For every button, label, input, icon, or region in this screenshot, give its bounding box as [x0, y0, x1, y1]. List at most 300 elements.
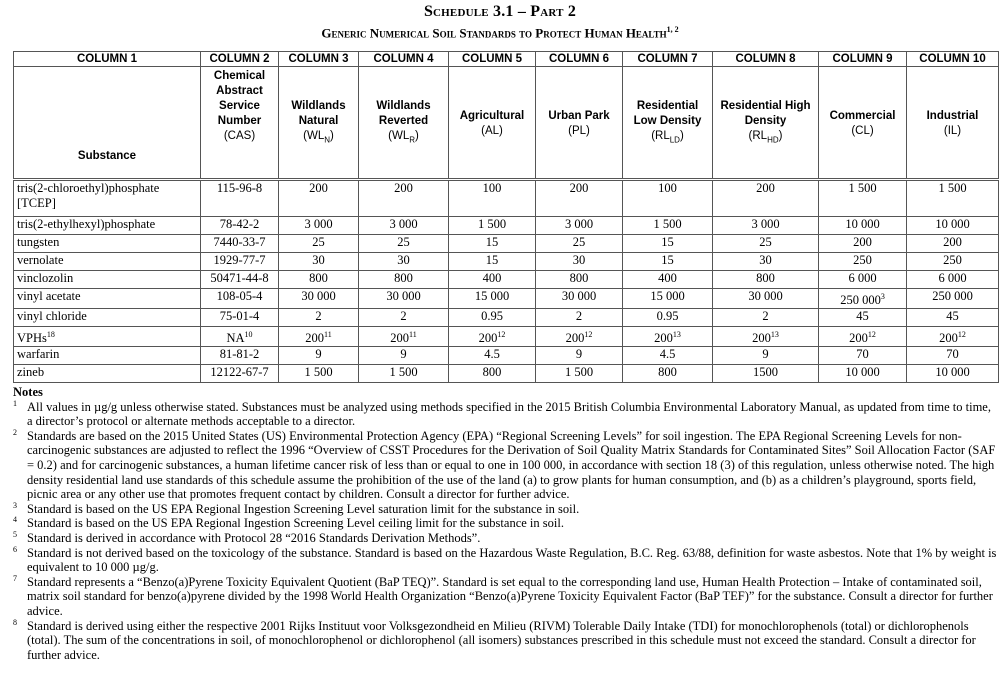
standard-value-cell	[359, 235, 449, 253]
standard-value-cell-text: 30	[312, 253, 325, 267]
standard-value-cell-text: 200	[565, 331, 585, 346]
standard-value-cell-text: 15	[661, 253, 674, 267]
standard-value-cell	[449, 289, 536, 309]
standard-value-cell	[279, 309, 359, 327]
standard-value-cell-text: 800	[756, 271, 775, 285]
standard-value-cell	[623, 180, 713, 217]
standard-value-cell	[359, 347, 449, 365]
cas-cell-text: 50471-44-8	[210, 271, 269, 285]
column-number-5: COLUMN 5	[449, 52, 536, 67]
footnote-ref: 11	[409, 330, 417, 340]
standard-value-cell-text: 25	[572, 235, 586, 249]
note-item	[13, 429, 998, 502]
column-header-abbr: $(RL_{LD})$	[651, 130, 684, 145]
column-header-abbr	[203, 129, 276, 144]
standard-value-cell	[359, 217, 449, 235]
standard-value-cell	[819, 235, 907, 253]
standard-value-cell-text: 800	[482, 365, 502, 380]
column-header-name: Agricultural	[459, 109, 525, 122]
standard-value-cell-text: 1 500	[848, 181, 877, 195]
footnote-ref: 12	[584, 330, 593, 340]
standard-value-cell	[907, 271, 999, 289]
standard-value-cell-text: 9	[575, 347, 583, 362]
column-header-8	[713, 67, 819, 180]
standard-value-cell-text: 9	[762, 347, 769, 362]
standard-value-cell	[536, 217, 623, 235]
abbr-text: (RL	[748, 130, 768, 143]
column-header-10	[907, 67, 999, 180]
standard-value-cell	[449, 347, 536, 365]
standard-value-cell-text: 10 000	[935, 217, 970, 231]
standard-value-cell-text: 15 000	[650, 289, 685, 303]
standard-value-cell	[907, 309, 999, 327]
standard-value-cell	[449, 327, 536, 347]
column-header-name: Commercial	[829, 109, 896, 122]
footnote-ref: 12	[497, 330, 506, 340]
abbr-text: (IL)	[943, 124, 962, 137]
note-text: Standard is derived using either the respective 2001 Rijks Instituut voor Volksgezondheid en Milieu (RIVM) Tolerable Daily Intake (TDI) for monochlorophenols (total) or dichlorophenols (total). The sum of the concentrations in soil, of monochlorophenol or dichlorophenol (all isomers) substances prescribed in this schedule must not exceed the standard. Consult a director for further advice.	[27, 618, 976, 662]
note-number: 6	[13, 544, 17, 554]
substance-cell	[14, 217, 201, 235]
cas-cell	[201, 253, 279, 271]
standard-value-cell-text: 30 000	[748, 289, 783, 303]
standard-value-cell	[279, 289, 359, 309]
standard-value-cell	[536, 309, 623, 327]
column-number-row	[14, 52, 999, 67]
standard-value-cell-text: 200	[305, 331, 325, 346]
cas-cell	[201, 271, 279, 289]
standard-value-cell-text: 1 500	[304, 365, 333, 380]
standard-value-cell-text: 15	[485, 253, 499, 267]
column-header-5	[449, 67, 536, 180]
table-row	[14, 271, 999, 289]
standard-value-cell-text: 1 500	[653, 217, 682, 231]
standard-value-cell	[907, 289, 999, 309]
standard-value-cell-text: 200	[939, 331, 958, 346]
note-text: Standard is based on the US EPA Regional Ingestion Screening Level ceiling limit for the substance in soil.	[27, 516, 564, 531]
column-header-name: Substance	[77, 150, 137, 162]
column-header-3	[279, 67, 359, 180]
standard-value-cell	[819, 253, 907, 271]
table-row	[14, 365, 999, 383]
column-number-2: COLUMN 2	[201, 52, 279, 67]
standard-value-cell	[449, 253, 536, 271]
column-header-name: Chemical Abstract Service Number	[213, 70, 266, 127]
standard-value-cell	[279, 235, 359, 253]
cas-cell-text: NA	[226, 331, 245, 346]
table-row	[14, 253, 999, 271]
standard-value-cell-text: 3 000	[564, 217, 594, 231]
column-header-abbr	[909, 124, 996, 139]
note-item	[13, 619, 998, 663]
standard-value-cell	[623, 289, 713, 309]
footnote-ref: 13	[672, 330, 681, 340]
table-row	[14, 217, 999, 235]
column-number-10: COLUMN 10	[907, 52, 999, 67]
standard-value-cell-text: 250 000	[932, 289, 973, 303]
note-item	[13, 502, 998, 517]
standard-value-cell	[713, 180, 819, 217]
standard-value-cell-text: 100	[482, 181, 502, 195]
footnote-ref: 13	[770, 330, 779, 340]
standard-value-cell-text: 30	[759, 253, 772, 267]
standard-value-cell-text: 10 000	[935, 365, 970, 380]
standard-value-cell-text: 1 500	[389, 365, 418, 380]
standard-value-cell	[359, 253, 449, 271]
standard-value-cell	[907, 365, 999, 383]
subtitle-text: Generic Numerical Soil Standards to Protect Human Health	[321, 25, 667, 41]
standard-value-cell	[713, 271, 819, 289]
column-header-abbr	[821, 124, 904, 139]
standard-value-cell	[449, 217, 536, 235]
standard-value-cell	[359, 271, 449, 289]
notes-list	[13, 400, 998, 663]
standard-value-cell-text: 250	[943, 253, 962, 267]
standard-value-cell	[449, 180, 536, 217]
cas-cell	[201, 347, 279, 365]
note-text: Standards are based on the 2015 United States (US) Environmental Protection Agency (EPA) “Regional Screening Levels” for soil ingestion. The EPA Regional Screening Levels for non-carcinogenic substances are adjusted to reflect the 1996 “Overview of CSST Procedures for the Derivation of Soil Quality Matrix Standards for Contaminated Sites” Soil Allocation Factor (SAF = 0.2) and for carcinogenic substances, a human lifetime cancer risk of less than or equal to one in 100 000, in accordance with section 18 (3) of this regulation, unless otherwise noted. The high density residential land use standards of this schedule assume the prohibition of the use of the land (a) to grow plants for human consumption, and (b) as a children’s playground, sports field, picnic area or any other use that promotes frequent contact by children. Consult a director for further advice.	[27, 428, 996, 502]
standard-value-cell-text: 250	[853, 253, 872, 267]
standard-value-cell-text: 800	[658, 365, 677, 380]
standard-value-cell	[279, 180, 359, 217]
column-header-abbr	[538, 124, 620, 139]
substance-cell-text: vinyl chloride	[17, 309, 87, 324]
abbr-text: (CL)	[851, 124, 874, 137]
standard-value-cell-text: 9	[400, 347, 407, 362]
standard-value-cell-text: 4.5	[659, 347, 676, 362]
standard-value-cell	[449, 271, 536, 289]
substance-cell-text: tungsten	[17, 235, 60, 249]
standard-value-cell	[819, 365, 907, 383]
standard-value-cell	[713, 309, 819, 327]
table-row	[14, 180, 999, 217]
note-item	[13, 531, 998, 546]
note-text: Standard is derived in accordance with Protocol 28 “2016 Standards Derivation Methods”.	[27, 530, 481, 545]
table-body	[14, 180, 999, 383]
standard-value-cell-text: 25	[397, 235, 410, 249]
standard-value-cell	[907, 235, 999, 253]
note-text: Standard represents a “Benzo(a)Pyrene Toxicity Equivalent Quotient (BaP TEQ)”. Standard is set equal to the corresponding land use, Human Health Protection – Intake of contaminated soil, matrix soil standard for benzo(a)pyrene divided by the 1998 World Health Organization “Benzo(a)Pyrene Toxicity Equivalent Factor (BaP TEF)” for the substance. Consult a director for further advice.	[27, 574, 993, 618]
note-item	[13, 516, 998, 531]
note-number: 5	[13, 529, 17, 539]
standard-value-cell-text: 200	[756, 181, 775, 195]
abbr-text: (PL)	[568, 124, 590, 137]
footnote-ref: 3	[880, 292, 885, 301]
standard-value-cell	[359, 365, 449, 383]
cas-cell-text: 108-05-4	[216, 289, 263, 303]
note-text: All values in µg/g unless otherwise stated. Substances must be analyzed using methods specified in the 2015 British Columbia Environmental Laboratory Manual, as updated from time to time, a director’s protocol or alternate methods acceptable to a director.	[27, 399, 991, 429]
standard-value-cell	[907, 217, 999, 235]
standard-value-cell-text: 10 000	[845, 365, 880, 380]
standard-value-cell	[713, 289, 819, 309]
cas-cell-text: 81-81-2	[219, 347, 260, 362]
note-item	[13, 546, 998, 575]
abbr-text: (AL)	[481, 124, 503, 137]
abbr-text: (RL	[651, 130, 670, 143]
standard-value-cell	[536, 271, 623, 289]
standard-value-cell	[819, 309, 907, 327]
abbr-subscript: N	[324, 135, 331, 145]
substance-cell-text: vernolate	[17, 253, 64, 267]
substance-cell	[14, 289, 201, 309]
standard-value-cell-text: 800	[309, 271, 328, 285]
standard-value-cell-text: 25	[759, 235, 772, 249]
column-header-name: Wildlands Reverted	[376, 100, 431, 128]
standard-value-cell-text: 200	[390, 331, 410, 346]
standard-value-cell-text: 2	[315, 309, 322, 324]
abbr-text: (CAS)	[223, 130, 256, 142]
standard-value-cell	[359, 180, 449, 217]
standard-value-cell-text: 30	[572, 253, 586, 267]
column-header-7	[623, 67, 713, 180]
standard-value-cell-text: 30 000	[301, 289, 336, 303]
standard-value-cell	[907, 180, 999, 217]
standard-value-cell	[819, 327, 907, 347]
soil-standards-table	[13, 51, 999, 383]
standard-value-cell	[623, 235, 713, 253]
notes-heading: Notes	[13, 385, 43, 399]
standard-value-cell-text: 6 000	[848, 271, 877, 285]
standard-value-cell	[536, 289, 623, 309]
standard-value-cell	[623, 347, 713, 365]
column-number-8: COLUMN 8	[713, 52, 819, 67]
standard-value-cell	[819, 217, 907, 235]
standard-value-cell	[713, 347, 819, 365]
column-header-name: Residential High Density	[720, 100, 811, 128]
standard-value-cell-text: 45	[946, 309, 959, 324]
standard-value-cell	[819, 289, 907, 309]
standard-value-cell-text: 200	[943, 235, 962, 249]
standard-value-cell-text: 70	[946, 347, 959, 362]
standard-value-cell	[623, 253, 713, 271]
note-number: 8	[13, 617, 17, 627]
standard-value-cell	[536, 347, 623, 365]
standard-value-cell-text: 200	[849, 331, 868, 346]
column-header-1	[14, 67, 201, 180]
cas-cell	[201, 235, 279, 253]
standard-value-cell-text: 1500	[753, 365, 778, 380]
schedule-title: Schedule 3.1 – Part 2	[423, 3, 577, 20]
substance-cell	[14, 309, 201, 327]
standard-value-cell-text: 200	[569, 181, 589, 195]
standard-value-cell-text: 800	[569, 271, 589, 285]
column-header-abbr: $(WL_N)$	[303, 130, 334, 145]
substance-cell	[14, 271, 201, 289]
substance-cell-text: tris(2-chloroethyl)phosphate [TCEP]	[17, 181, 160, 210]
standard-value-cell	[623, 217, 713, 235]
cas-cell	[201, 289, 279, 309]
cas-cell-text: 7440-33-7	[213, 235, 266, 249]
column-header-name: Wildlands Natural	[291, 100, 346, 128]
standard-value-cell	[279, 365, 359, 383]
standard-value-cell	[279, 253, 359, 271]
standard-value-cell	[536, 327, 623, 347]
standard-value-cell	[359, 289, 449, 309]
note-text: Standard is based on the US EPA Regional Ingestion Screening Level saturation limit for the substance in soil.	[27, 501, 580, 516]
standard-value-cell-text: 400	[482, 271, 502, 285]
substance-cell-text: VPHs	[17, 331, 47, 346]
standard-value-cell	[449, 309, 536, 327]
column-number-7: COLUMN 7	[623, 52, 713, 67]
standard-value-cell	[279, 271, 359, 289]
standard-value-cell-text: 2	[400, 309, 407, 324]
substance-cell-text: vinclozolin	[17, 271, 74, 285]
substance-cell	[14, 253, 201, 271]
standard-value-cell	[279, 217, 359, 235]
standard-value-cell	[623, 365, 713, 383]
column-number-1: COLUMN 1	[14, 52, 201, 67]
standard-value-cell-text: 200	[654, 331, 673, 346]
standard-value-cell-text: 0.95	[656, 309, 679, 324]
standard-value-cell	[713, 253, 819, 271]
standard-value-cell-text: 200	[752, 331, 771, 346]
standard-value-cell	[623, 327, 713, 347]
standard-value-cell-text: 200	[853, 235, 872, 249]
cas-cell-text: 78-42-2	[219, 217, 260, 231]
column-header-row	[14, 67, 999, 180]
standard-value-cell-text: 15	[661, 235, 674, 249]
substance-cell	[14, 365, 201, 383]
table-row	[14, 347, 999, 365]
standard-value-cell-text: 400	[658, 271, 677, 285]
cas-cell-text: 75-01-4	[219, 309, 260, 324]
standard-value-cell	[536, 253, 623, 271]
standard-value-cell	[359, 327, 449, 347]
footnote-ref: 12	[957, 330, 966, 340]
standard-value-cell	[449, 235, 536, 253]
standard-value-cell-text: 1 500	[477, 217, 507, 231]
substance-cell	[14, 180, 201, 217]
standard-value-cell-text: 3 000	[304, 217, 333, 231]
standard-value-cell-text: 70	[856, 347, 869, 362]
standard-value-cell	[623, 309, 713, 327]
footnote-ref: 18	[46, 330, 55, 340]
footnote-ref: 12	[867, 330, 876, 340]
standard-value-cell-text: 3 000	[389, 217, 418, 231]
footnote-ref: 11	[324, 330, 332, 340]
abbr-text: (WL	[303, 130, 325, 143]
column-number-6: COLUMN 6	[536, 52, 623, 67]
column-header-2	[201, 67, 279, 180]
cas-cell	[201, 180, 279, 217]
standard-value-cell-text: 3 000	[751, 217, 780, 231]
standard-value-cell-text: 45	[856, 309, 869, 324]
standard-value-cell	[713, 327, 819, 347]
standard-value-cell-text: 200	[478, 331, 498, 346]
standard-value-cell	[279, 347, 359, 365]
standard-value-cell-text: 0.95	[481, 309, 503, 324]
cas-cell	[201, 327, 279, 347]
column-header-abbr: $(WL_R)$	[388, 130, 419, 145]
standard-value-cell	[623, 271, 713, 289]
substance-cell	[14, 327, 201, 347]
note-number: 3	[13, 500, 17, 510]
notes-section	[13, 385, 998, 662]
cas-cell-text: 12122-67-7	[210, 365, 269, 380]
cas-cell-text: 115-96-8	[216, 181, 263, 195]
abbr-text: (WL	[388, 130, 410, 143]
standard-value-cell	[713, 365, 819, 383]
column-header-name: Urban Park	[548, 109, 610, 122]
standard-value-cell-text: 2	[762, 309, 769, 324]
standard-value-cell-text: 1 500	[938, 181, 967, 195]
note-item	[13, 575, 998, 619]
abbr-subscript: R	[409, 135, 416, 145]
standard-value-cell-text: 15 000	[474, 289, 510, 303]
standard-value-cell	[907, 253, 999, 271]
standard-value-cell-text: 15	[485, 235, 499, 249]
standard-value-cell	[279, 327, 359, 347]
cas-cell	[201, 365, 279, 383]
footnote-ref: 10	[244, 330, 253, 340]
standard-value-cell-text: 2	[575, 309, 583, 324]
substance-cell-text: tris(2-ethylhexyl)phosphate	[17, 217, 156, 231]
standard-value-cell	[536, 180, 623, 217]
standard-value-cell	[536, 235, 623, 253]
subtitle-footnote-ref: 1, 2	[666, 25, 679, 34]
standard-value-cell-text: 25	[312, 235, 325, 249]
standard-value-cell	[449, 365, 536, 383]
note-number: 4	[13, 515, 17, 525]
substance-cell	[14, 347, 201, 365]
note-number: 1	[13, 398, 17, 408]
standard-value-cell-text: 250 000	[840, 293, 881, 308]
substance-cell-text: warfarin	[17, 347, 60, 362]
column-number-4: COLUMN 4	[359, 52, 449, 67]
standard-value-cell	[359, 309, 449, 327]
abbr-subscript: LD	[669, 135, 680, 145]
abbr-subscript: HD	[767, 135, 779, 145]
table-row	[14, 309, 999, 327]
column-header-6	[536, 67, 623, 180]
standard-value-cell-text: 30 000	[386, 289, 421, 303]
column-number-9: COLUMN 9	[819, 52, 907, 67]
table-row	[14, 327, 999, 347]
note-number: 7	[13, 573, 17, 583]
schedule-subtitle	[0, 25, 1000, 41]
standard-value-cell	[713, 217, 819, 235]
standard-value-cell-text: 800	[394, 271, 413, 285]
substance-cell	[14, 235, 201, 253]
standard-value-cell-text: 4.5	[484, 347, 500, 362]
column-header-abbr	[451, 124, 533, 139]
standard-value-cell-text: 1 500	[564, 365, 594, 380]
standard-value-cell-text: 6 000	[938, 271, 967, 285]
note-text: Standard is not derived based on the toxicology of the substance. Standard is based on the Hazardous Waste Regulation, B.C. Reg. 63/88, definition for waste asbestos. Note that 1% by weight is equivalent to 10 000 µg/g.	[27, 545, 997, 575]
standard-value-cell-text: 200	[394, 181, 413, 195]
standard-value-cell-text: 9	[315, 347, 322, 362]
column-header-name: Residential Low Density	[633, 100, 702, 128]
standard-value-cell	[819, 180, 907, 217]
standard-value-cell-text: 30 000	[561, 289, 597, 303]
standard-value-cell	[536, 365, 623, 383]
cas-cell	[201, 217, 279, 235]
standard-value-cell-text: 100	[658, 181, 677, 195]
standard-value-cell	[819, 271, 907, 289]
standard-value-cell-text: 30	[397, 253, 410, 267]
table-row	[14, 235, 999, 253]
column-header-name: Industrial	[926, 109, 979, 122]
note-number: 2	[13, 427, 17, 437]
standard-value-cell-text: 200	[309, 181, 328, 195]
standard-value-cell-text: 10 000	[845, 217, 880, 231]
note-item	[13, 400, 998, 429]
standard-value-cell	[713, 235, 819, 253]
table-row	[14, 289, 999, 309]
cas-cell	[201, 309, 279, 327]
column-header-4	[359, 67, 449, 180]
standard-value-cell	[907, 327, 999, 347]
